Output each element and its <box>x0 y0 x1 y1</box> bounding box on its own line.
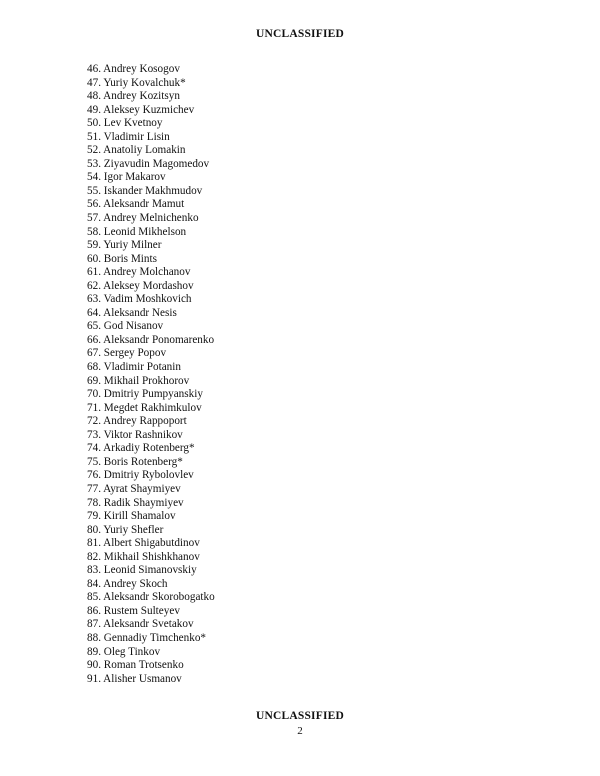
list-item: 61. Andrey Molchanov <box>87 266 191 279</box>
list-item: 67. Sergey Popov <box>87 347 167 360</box>
list-item: 51. Vladimir Lisin <box>87 130 170 143</box>
list-item: 86. Rustem Sulteyev <box>87 604 180 617</box>
list-item: 60. Boris Mints <box>87 252 157 265</box>
name-list <box>87 63 215 686</box>
list-item: 66. Aleksandr Ponomarenko <box>87 333 215 346</box>
list-item: 71. Megdet Rakhimkulov <box>87 401 202 414</box>
list-item: 81. Albert Shigabutdinov <box>87 537 200 550</box>
list-item: 63. Vadim Moshkovich <box>87 293 192 306</box>
list-item: 59. Yuriy Milner <box>87 239 162 252</box>
list-item: 70. Dmitriy Pumpyanskiy <box>87 388 203 401</box>
list-item: 55. Iskander Makhmudov <box>87 184 203 197</box>
list-item: 57. Andrey Melnichenko <box>87 212 199 225</box>
list-item: 84. Andrey Skoch <box>87 577 168 590</box>
list-item: 82. Mikhail Shishkhanov <box>87 550 200 563</box>
list-item: 49. Aleksey Kuzmichev <box>87 103 195 116</box>
list-item: 80. Yuriy Shefler <box>87 523 164 536</box>
list-item: 79. Kirill Shamalov <box>87 510 176 523</box>
list-item: 76. Dmitriy Rybolovlev <box>87 469 194 482</box>
list-item: 53. Ziyavudin Magomedov <box>87 157 210 170</box>
list-item: 74. Arkadiy Rotenberg* <box>87 442 195 455</box>
list-item: 91. Alisher Usmanov <box>87 672 182 685</box>
list-item: 73. Viktor Rashnikov <box>87 428 183 441</box>
list-item: 50. Lev Kvetnoy <box>87 117 163 130</box>
footer-classification-marking: UNCLASSIFIED <box>255 710 345 722</box>
list-item: 48. Andrey Kozitsyn <box>87 90 180 103</box>
list-item: 72. Andrey Rappoport <box>87 415 187 428</box>
list-item: 78. Radik Shaymiyev <box>87 496 184 509</box>
page-number: 2 <box>297 725 303 737</box>
list-item: 62. Aleksey Mordashov <box>87 279 194 292</box>
list-item: 56. Aleksandr Mamut <box>87 198 185 211</box>
list-item: 83. Leonid Simanovskiy <box>87 564 197 577</box>
list-item: 65. God Nisanov <box>87 320 164 333</box>
header-classification-marking: UNCLASSIFIED <box>255 28 345 40</box>
list-item: 89. Oleg Tinkov <box>87 645 161 658</box>
list-item: 58. Leonid Mikhelson <box>87 225 187 238</box>
list-item: 47. Yuriy Kovalchuk* <box>87 76 186 89</box>
list-item: 77. Ayrat Shaymiyev <box>87 482 181 495</box>
list-item: 68. Vladimir Potanin <box>87 361 181 374</box>
list-item: 88. Gennadiy Timchenko* <box>87 631 207 644</box>
list-item: 64. Aleksandr Nesis <box>87 306 177 319</box>
list-item: 75. Boris Rotenberg* <box>87 455 183 468</box>
list-item: 52. Anatoliy Lomakin <box>87 144 186 157</box>
list-item: 87. Aleksandr Svetakov <box>87 618 194 631</box>
list-item: 46. Andrey Kosogov <box>87 63 180 75</box>
list-item: 90. Roman Trotsenko <box>87 659 184 672</box>
list-item: 54. Igor Makarov <box>87 171 166 184</box>
list-item: 69. Mikhail Prokhorov <box>87 374 190 387</box>
list-item: 85. Aleksandr Skorobogatko <box>87 591 215 604</box>
